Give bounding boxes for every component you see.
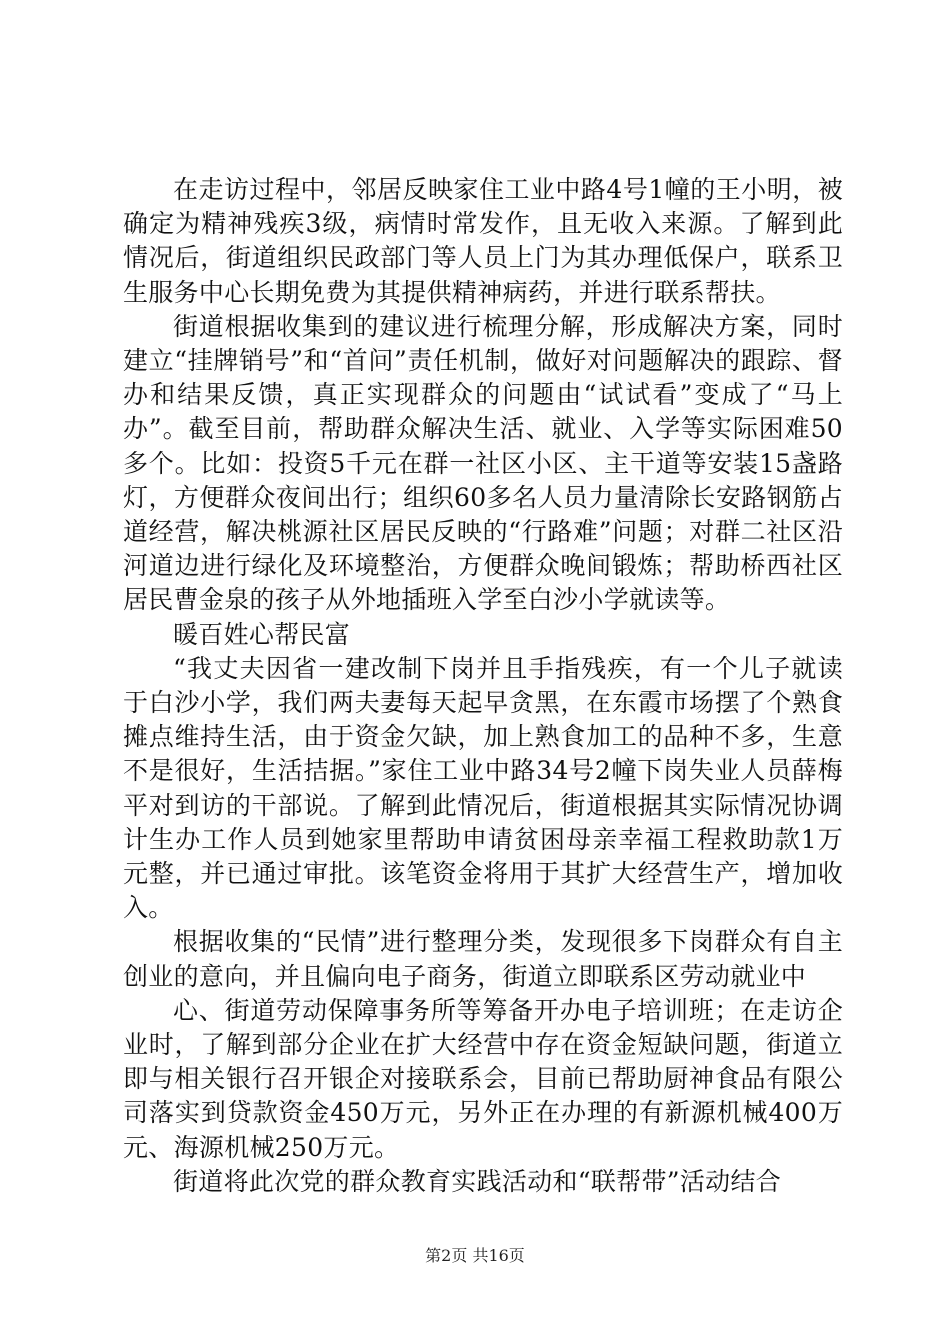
- paragraph-minqing: 根据收集的“民情”进行整理分类，发现很多下岗群众有自主创业的意向，并且偏向电子商务，街道立即联系区劳动就业中: [123, 927, 843, 991]
- paragraph-visit-wang: 在走访过程中，邻居反映家住工业中路4号1幢的王小明，被确定为精神残疾3级，病情时常发作，且无收入来源。了解到此情况后，街道组织民政部门等人员上门为其办理低保户，联系卫生服务中心长期免费为其提供精神病药，并进行联系帮扶。: [123, 175, 843, 307]
- document-body: [123, 173, 843, 1199]
- paragraph-training: 心、街道劳动保障事务所等筹备开办电子培训班；在走访企业时，了解到部分企业在扩大经营中存在资金短缺问题，街道立即与相关银行召开银企对接联系会，目前已帮助厨神食品有限公司落实到贷款资金450万元，另外正在办理的有新源机械400万元、海源机械250万元。: [123, 995, 843, 1162]
- paragraph-suggestions: 街道根据收集到的建议进行梳理分解，形成解决方案，同时建立“挂牌销号”和“首问”责任机制，做好对问题解决的跟踪、督办和结果反馈，真正实现群众的问题由“试试看”变成了“马上办”。截至目前，帮助群众解决生活、就业、入学等实际困难50多个。比如：投资5千元在群一社区小区、主干道等安装15盏路灯，方便群众夜间出行；组织60多名人员力量清除长安路钢筋占道经营，解决桃源社区居民反映的“行路难”问题；对群二社区沿河道边进行绿化及环境整治，方便群众晚间锻炼；帮助桥西社区居民曹金泉的孩子从外地插班入学至白沙小学就读等。: [123, 311, 843, 615]
- paragraph-xue-meiping: “我丈夫因省一建改制下岗并且手指残疾，有一个儿子就读于白沙小学，我们两夫妻每天起早贪黑，在东霞市场摆了个熟食摊点维持生活，由于资金欠缺，加上熟食加工的品种不多，生意不是很好，生活拮据。”家住工业中路34号2幢下岗失业人员薛梅平对到访的干部说。了解到此情况后，街道根据其实际情况协调计生办工作人员到她家里帮助申请贫困母亲幸福工程救助款1万元整，并已通过审批。该笔资金将用于其扩大经营生产，增加收入。: [123, 653, 843, 923]
- section-heading: 暖百姓心帮民富: [173, 619, 351, 649]
- paragraph-lianbangdai: 街道将此次党的群众教育实践活动和“联帮带”活动结合: [173, 1166, 782, 1196]
- page-number-footer: 第2页 共16页: [425, 1246, 525, 1265]
